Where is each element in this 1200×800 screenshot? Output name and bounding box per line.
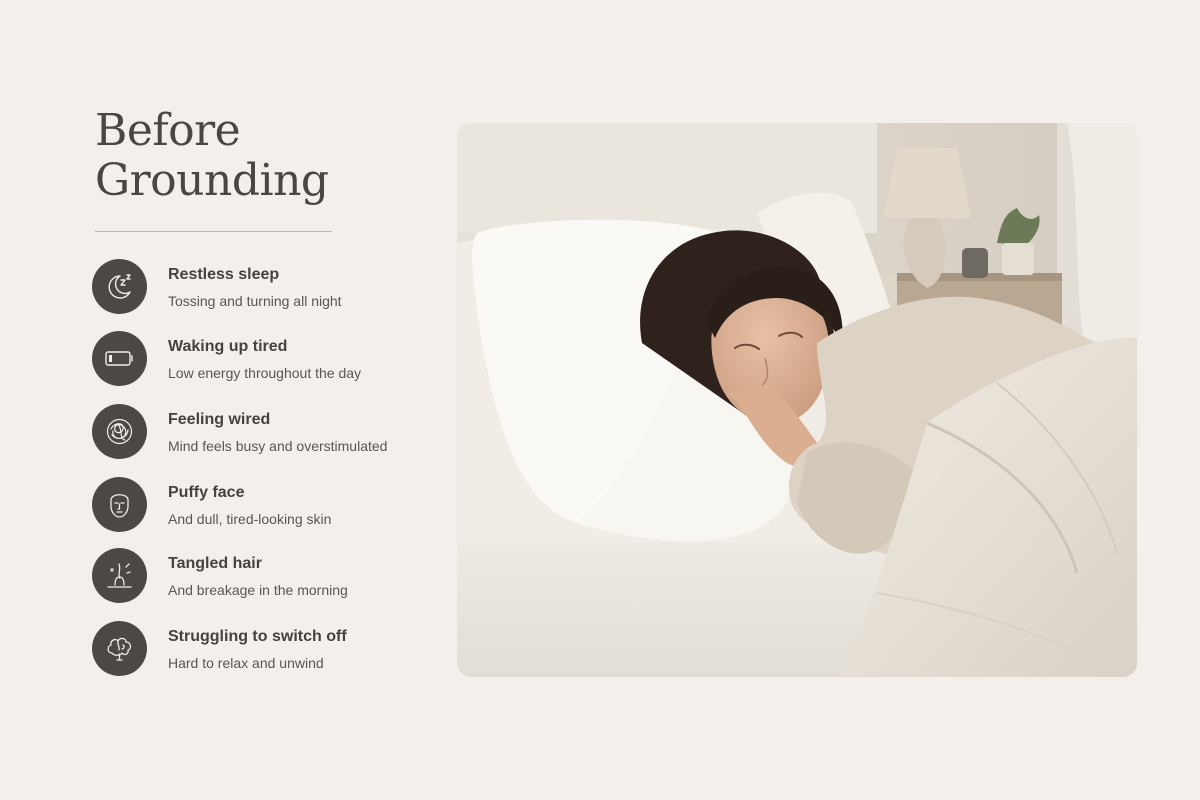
item-description: And breakage in the morning: [168, 582, 348, 598]
list-item: [92, 404, 432, 460]
woman-in-bed-illustration: [457, 123, 1137, 677]
bedroom-photo: [457, 123, 1137, 677]
moon-sleep-icon: [92, 259, 147, 314]
list-item: [92, 621, 432, 677]
item-label: Tangled hair: [168, 555, 262, 572]
tangled-mind-icon: [92, 404, 147, 459]
item-description: And dull, tired-looking skin: [168, 511, 332, 527]
list-item: [92, 331, 432, 387]
divider: [95, 231, 332, 232]
page-title: [95, 106, 329, 206]
brain-icon: [92, 621, 147, 676]
face-icon: [92, 477, 147, 532]
item-description: Hard to relax and unwind: [168, 655, 324, 671]
title-line-2: Grounding: [95, 155, 329, 206]
item-description: Mind feels busy and overstimulated: [168, 438, 388, 454]
item-label: Feeling wired: [168, 411, 271, 428]
item-label: Waking up tired: [168, 338, 288, 355]
list-item: [92, 548, 432, 604]
item-label: Puffy face: [168, 484, 245, 501]
hair-follicle-icon: [92, 548, 147, 603]
item-description: Low energy throughout the day: [168, 365, 362, 381]
low-battery-icon: [92, 331, 147, 386]
title-line-1: Before: [95, 105, 241, 156]
item-description: Tossing and turning all night: [168, 293, 342, 309]
list-item: [92, 259, 432, 315]
item-label: Restless sleep: [168, 266, 280, 283]
list-item: [92, 477, 432, 533]
item-label: Struggling to switch off: [168, 628, 347, 645]
